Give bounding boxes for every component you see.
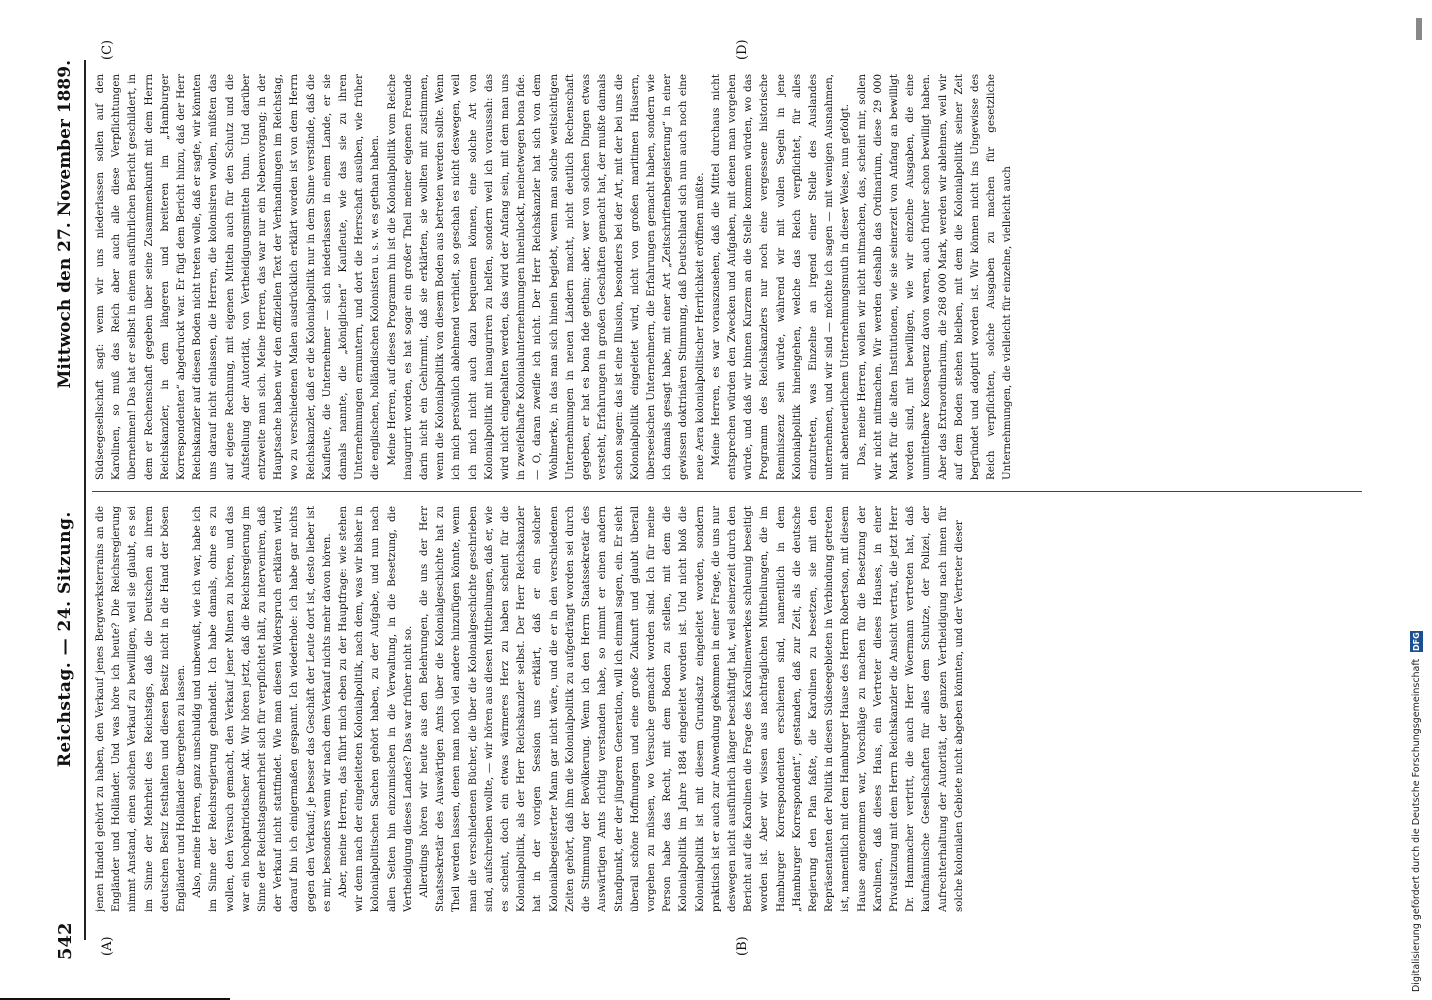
right-text-column xyxy=(92,74,1362,480)
scan-edge-mark xyxy=(1416,18,1422,40)
running-header xyxy=(50,60,80,960)
dfg-logo: DFG xyxy=(1412,631,1421,651)
digitization-note: Digitalisierung gefördert durch die Deutsche Forschungsgemeinschaft xyxy=(1411,658,1422,992)
paragraph: Also, meine Herren, ganz unschuldig und unbewußt, wie ich war, habe ich im Sinne der Reichsregierung gehandelt. Ich habe damals, ohne es zu wollen, den Versuch gemacht, den Verkauf jener Minen zu hören, und das war ein hochpatriotischer Akt. Wir hören jetzt, daß die Reichsregierung im Sinne der Reichstagsmehrheit sich für verpflichtet hält, zu interveniren, daß der Verkauf nicht stattfindet. Wie man diesen Widerspruch erklären wird, darauf bin ich einigermaßen gespannt. Ich wiederhole: ich habe gar nichts gegen den Verkauf; je besser das Geschäft der Leute dort ist, desto lieber ist es mir, besonders wenn wir nach dem Verkauf nichts mehr davon hören. xyxy=(191,506,333,912)
paragraph: Meine Herren, auf dieses Programm hin ist die Kolonialpolitik vom Reiche inaugurirt worden, es hat sogar ein großer Theil meiner eigenen Freunde darin nicht ein Gehirnmit, daß sie erklärten, sie wollten mit zustimmen, wenn die Kolonialpolitik von diesem Boden aus betreten werden sollte. Wenn ich mich persönlich ablehnend verhielt, so geschah es nicht deswegen, weil ich mich nicht auch dazu bequemen können, eine solche Art von Kolonialpolitik mit inauguriren zu helfen, sondern weil ich voraussah: das wird nicht eingehalten werden, das wird der Anfang sein, mit dem man uns in zweifelhafte Kolonialunternehmungen hineinlockt, meinetwegen bona fide. — O, daran zweifle ich nicht. Der Herr Reichskanzler hat sich von dem Wohlmerke, in das man sich hinein begiebt, wenn man solche weitsichtigen Unternehmungen in neuen Ländern macht, nicht deutlich Rechenschaft gegeben, er hat es bona fide gethan; aber, wer von solchen Dingen etwas versteht, Erfahrungen in großen Geschäften gemacht hat, der mußte damals schon sagen: das ist eine Illusion, besonders bei der Art, mit der bei uns die Kolonialpolitik eingeleitet wird, nicht von großen maritimen Häusern, überseeischen Unternehmern, die Erfahrungen gemacht haben, sondern wie ich damals gesagt habe, mit einer Art „Zeitschriftenbegeisterung“ in einer gewissen doktrinären Stimmung, daß Deutschland sich nun auch noch eine neue Aera kolonialpolitischer Herrlichkeit eröffnen müßte. xyxy=(385,74,706,480)
column-divider xyxy=(92,491,1362,492)
margin-marker-a: (A) xyxy=(100,936,115,956)
paragraph: jenen Handel gehört zu haben, den Verkauf jenes Bergwerksterrains an die Engländer und Holländer. Und was höre ich heute? Die Reichsregierung nimmt Anstand, einen solchen Verkauf zu bewilligen, weil sie glaubt, es sei im Sinne der Mehrheit des Reichstags, daß die Deutschen an ihrem deutschen Besitz festhalten und diesen Besitz nicht in die Hand der bösen Engländer und Holländer übergehen zu lassen. xyxy=(94,506,188,912)
paragraph: Das, meine Herren, wollen wir nicht mitmachen, das, scheint mir, sollen wir nicht mitmachen. Wir werden deshalb das Ordinarium, diese 29 000 Mark für die alten Institutionen, wie sie seinerzeit von Anfang an bewilligt worden sind, mit bewilligen, wie wir einzelne Ausgaben, die eine unmittelbare Konsequenz davon waren, auch früher schon bewilligt haben. Aber das Extraordinarium, die 268 000 Mark, werden wir ablehnen, weil wir auf dem Boden stehen bleiben, mit dem die Kolonialpolitik seiner Zeit begründet und adoptirt worden ist. Wir können nicht ins Ungewisse des Reich verpflichten, solche Ausgaben zu machen für gesetzliche Unternehmungen, die vielleicht für einzelne, vielleicht auch xyxy=(855,74,1014,480)
paragraph: Meine Herren, es war vorauszusehen, daß die Mittel durchaus nicht entsprechen würden den Zwecken und Aufgaben, mit denen man vorgehen würde, und daß wir binnen Kurzem an die Stelle kommen würden, wo das Programm des Reichskanzlers nur noch eine vergessene historische Reminiszenz sein würde, während wir mit vollen Segeln in jene Kolonialpolitik hineingehen, welche das Reich verpflichtet, für alles einzutreten, was Einzelne an irgend einer Stelle des Auslandes unternehmen, und wir sind — möchte ich sagen — mit wenigen Ausnahmen, mit abenteuerlichem Unternehmungsmuth in dieser Weise, nun gefolgt. xyxy=(709,74,852,480)
margin-marker-d: (D) xyxy=(735,39,750,60)
session-title: Reichstag. — 24. Sitzung. xyxy=(55,511,75,768)
left-text-column xyxy=(92,506,1362,912)
header-rule xyxy=(84,60,86,940)
margin-marker-b: (B) xyxy=(735,936,750,956)
margin-marker-c: (C) xyxy=(100,39,115,60)
digitization-credit xyxy=(1410,631,1426,992)
paragraph: Allerdings hören wir heute aus den Belehrungen, die uns der Herr Staatssekretär des Auswärtigen Amts über die Kolonialgeschichte hat zu Theil werden lassen, denen man noch viel andere hinzufügen könnte, wenn man die verschiedenen Bücher, die über die Kolonialgeschichte geschrieben sind, aufschreiben wollte, — wir hören aus diesen Mittheilungen, daß er, wie es scheint, doch ein etwas wärmeres Herz zu haben scheint für die Kolonialpolitik, als der Herr Reichskanzler selbst. Der Herr Reichskanzler hat in der vorigen Session uns erklärt, daß er ein solcher Kolonialbegeisterter Mann gar nicht wäre, und die er in den verschiedenen Zeiten gehört, daß ihm die Kolonialpolitik zu aufgedrängt worden sei durch die Stimmung der Bevölkerung. Wenn ich den Herrn Staatssekretär des Auswärtigen Amts richtig verstanden habe, so nimmt er einen andern Standpunkt, der der jüngeren Generation, will ich einmal sagen, ein. Er sieht überall schöne Hoffnungen und eine große Zukunft und glaubt überall vorgehen zu müssen, wo Versuche gemacht worden sind. Ich für meine Person habe das Recht, mit dem Boden zu stellen, mit dem die Kolonialpolitik im Jahre 1884 eingeleitet worden ist. Und nicht bloß die Kolonialpolitik ist mit diesem Grundsatz eingeleitet worden, sondern praktisch ist er auch zur Anwendung gekommen in einer Frage, die uns nur deswegen nicht ausführlich länger beschäftigt hat, weil seinerzeit durch den Bericht auf die Karolinen die Frage des Karolinenwerkes schleunig beseitigt worden ist. Aber wir wissen aus nachträglichen Mittheilungen, die im Hamburger Korrespondenten erschienen sind, namentlich in dem „Hamburger Korrespondent“, gestanden, daß zur Zeit, als die deutsche Regierung den Plan faßte, die Karolinen zu besetzen, sie mit den Repräsentanten der Politik in diesen Südseegebieten in Verbindung getreten ist, namentlich mit dem Hamburger Hause des Herrn Robertson, mit diesem Hause angenommen war, Vorschläge zu machen für die Besetzung der Karolinen, daß dieses Haus, ein Vertreter dieses Hauses, in einer Privatsitzung mit dem Herrn Reichskanzler die Ansicht vertrat, die jetzt Herr Dr. Hammacher vertritt, die auch Herr Woermann vertreten hat, daß kaufmännische Gesellschaften für alles dem Schutze, der Polizei, der Aufrechterhaltung der Autorität, der ganzen Vertheidigung nach innen für solche kolonialen Gebiete nicht abgeben könnten, und der Vertreter dieser xyxy=(418,506,965,912)
paragraph: Südseegesellschaft sagt: wenn wir uns niederlassen sollen auf den Karolinen, so muß das Reich aber auch alle diese Verpflichtungen übernehmen! Das hat er selbst in einem ausführlichen Bericht geschildert, in dem er Rechenschaft gegeben über seine Zusammenkunft mit dem Herrn Reichskanzler, in dem längeren und breiteren im „Hamburger Korrespondenten“ abgedruckt war. Er fügt dem Bericht hinzu, daß der Herr Reichskanzler auf diesen Boden nicht treten wolle, daß er sagte, wir könnten uns darauf nicht einlassen, die Herren, die kolonisiren wollen, müßten das auf eigene Rechnung, mit eigenen Mitteln auch für den Schutz und die Aufstellung der Autorität, von Vertheidigungsmitteln thun. Und darüber entzweite man sich. Meine Herren, das war nur ein Nebenvorgang; in der Hauptsache haben wir den offiziellen Text der Verhandlungen im Reichstag, wo zu verschiedenen Malen ausdrücklich erklärt worden ist von dem Herrn Reichskanzler, daß er die Kolonialpolitik nur in dem Sinne verstände, daß die Kaufleute, die Unternehmer — sich niederlassen in einem Lande, er sie damals nannte, die „königlichen“ Kaufleute, wie das sie zu ihren Unternehmungen ermuntern, und dort die Herrschaft ausüben, wie früher die englischen, holländischen Kolonisten u. s. w. es gethan haben. xyxy=(94,74,382,480)
page-number: 542 xyxy=(54,922,76,960)
session-date: Mittwoch den 27. November 1889. xyxy=(55,60,75,389)
paragraph: Aber, meine Herren, das führt mich eben zu der Hauptfrage: wie stehen wir denn nach der eingeleiteten Kolonialpolitik, nach dem, was wir bisher in kolonialpolitischen Sachen gehört haben, zu der Aufgabe, und nun nach allen Seiten hin einzumischen in die Verwaltung, in die Besetzung, die Vertheidigung dieses Landes? Das war früher nicht so. xyxy=(337,506,414,912)
